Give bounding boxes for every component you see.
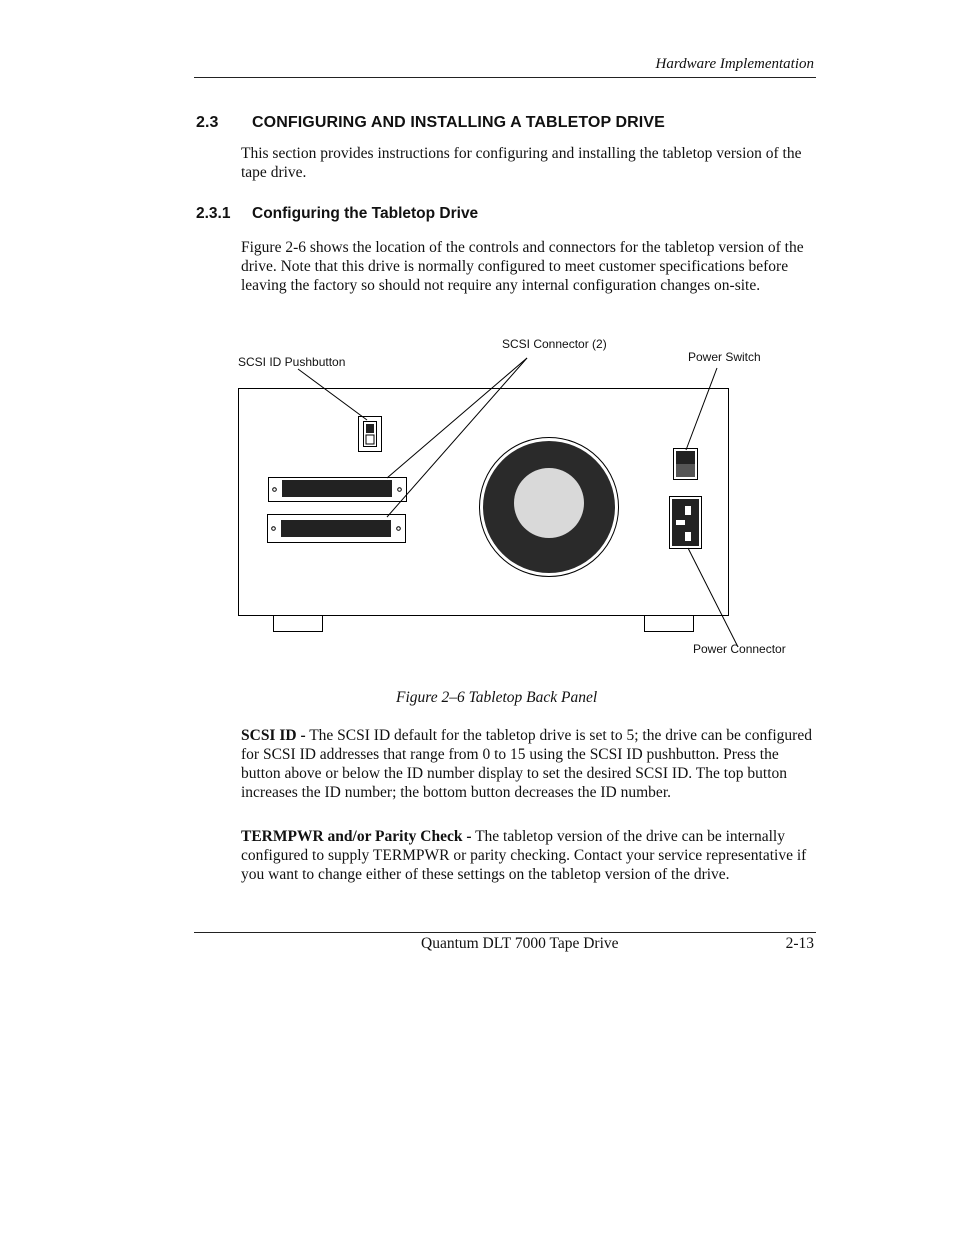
section-title: CONFIGURING AND INSTALLING A TABLETOP DRIVE	[252, 114, 665, 131]
figure-caption: Figure 2–6 Tabletop Back Panel	[396, 689, 598, 706]
scsi-id-text: The SCSI ID default for the tabletop drive is set to 5; the drive can be configured for SCSI ID addresses that range from 0 to 15 using the SCSI ID pushbutton. Press the button above or below the ID number display to set the desired SCSI ID. The top button increases the ID number; the bottom button decreases the ID number.	[241, 727, 812, 801]
power-connector	[670, 497, 702, 549]
scsi-connector-bottom	[268, 515, 406, 543]
subsection-body: Figure 2-6 shows the location of the controls and connectors for the tabletop version of the drive. Note that this drive is normally configured to meet customer specifications before leaving the factory so should not require any internal configuration changes on-site.	[241, 239, 804, 294]
section-intro: This section provides instructions for configuring and installing the tabletop version of the tape drive.	[241, 145, 802, 181]
running-header: Hardware Implementation	[655, 56, 814, 72]
scsi-id-pushbutton	[359, 417, 382, 452]
scsi-id-lead: SCSI ID -	[241, 727, 306, 744]
footer-title: Quantum DLT 7000 Tape Drive	[421, 935, 619, 952]
foot-right	[645, 616, 694, 632]
section-number: 2.3	[196, 114, 219, 131]
termpwr-text: The tabletop version of the drive can be internally configured to supply TERMPWR or parity checking. Contact your service representative if you want to change either of these settings on the tabletop version of the drive.	[241, 828, 807, 883]
callout-scsi-id-pushbutton: SCSI ID Pushbutton	[238, 355, 346, 369]
fan	[480, 438, 619, 577]
callout-power-switch: Power Switch	[688, 350, 761, 364]
termpwr-paragraph	[241, 827, 816, 884]
callout-power-connector: Power Connector	[693, 642, 786, 656]
foot-left	[274, 616, 323, 632]
callout-scsi-connector: SCSI Connector (2)	[502, 337, 607, 351]
power-switch	[674, 449, 698, 480]
subsection-number: 2.3.1	[196, 205, 231, 222]
subsection-title: Configuring the Tabletop Drive	[252, 205, 479, 222]
page-number: 2-13	[785, 935, 814, 952]
termpwr-lead: TERMPWR and/or Parity Check -	[241, 828, 472, 845]
scsi-id-paragraph	[241, 726, 816, 802]
footer-rule	[194, 932, 816, 933]
scsi-connector-top	[269, 478, 407, 502]
